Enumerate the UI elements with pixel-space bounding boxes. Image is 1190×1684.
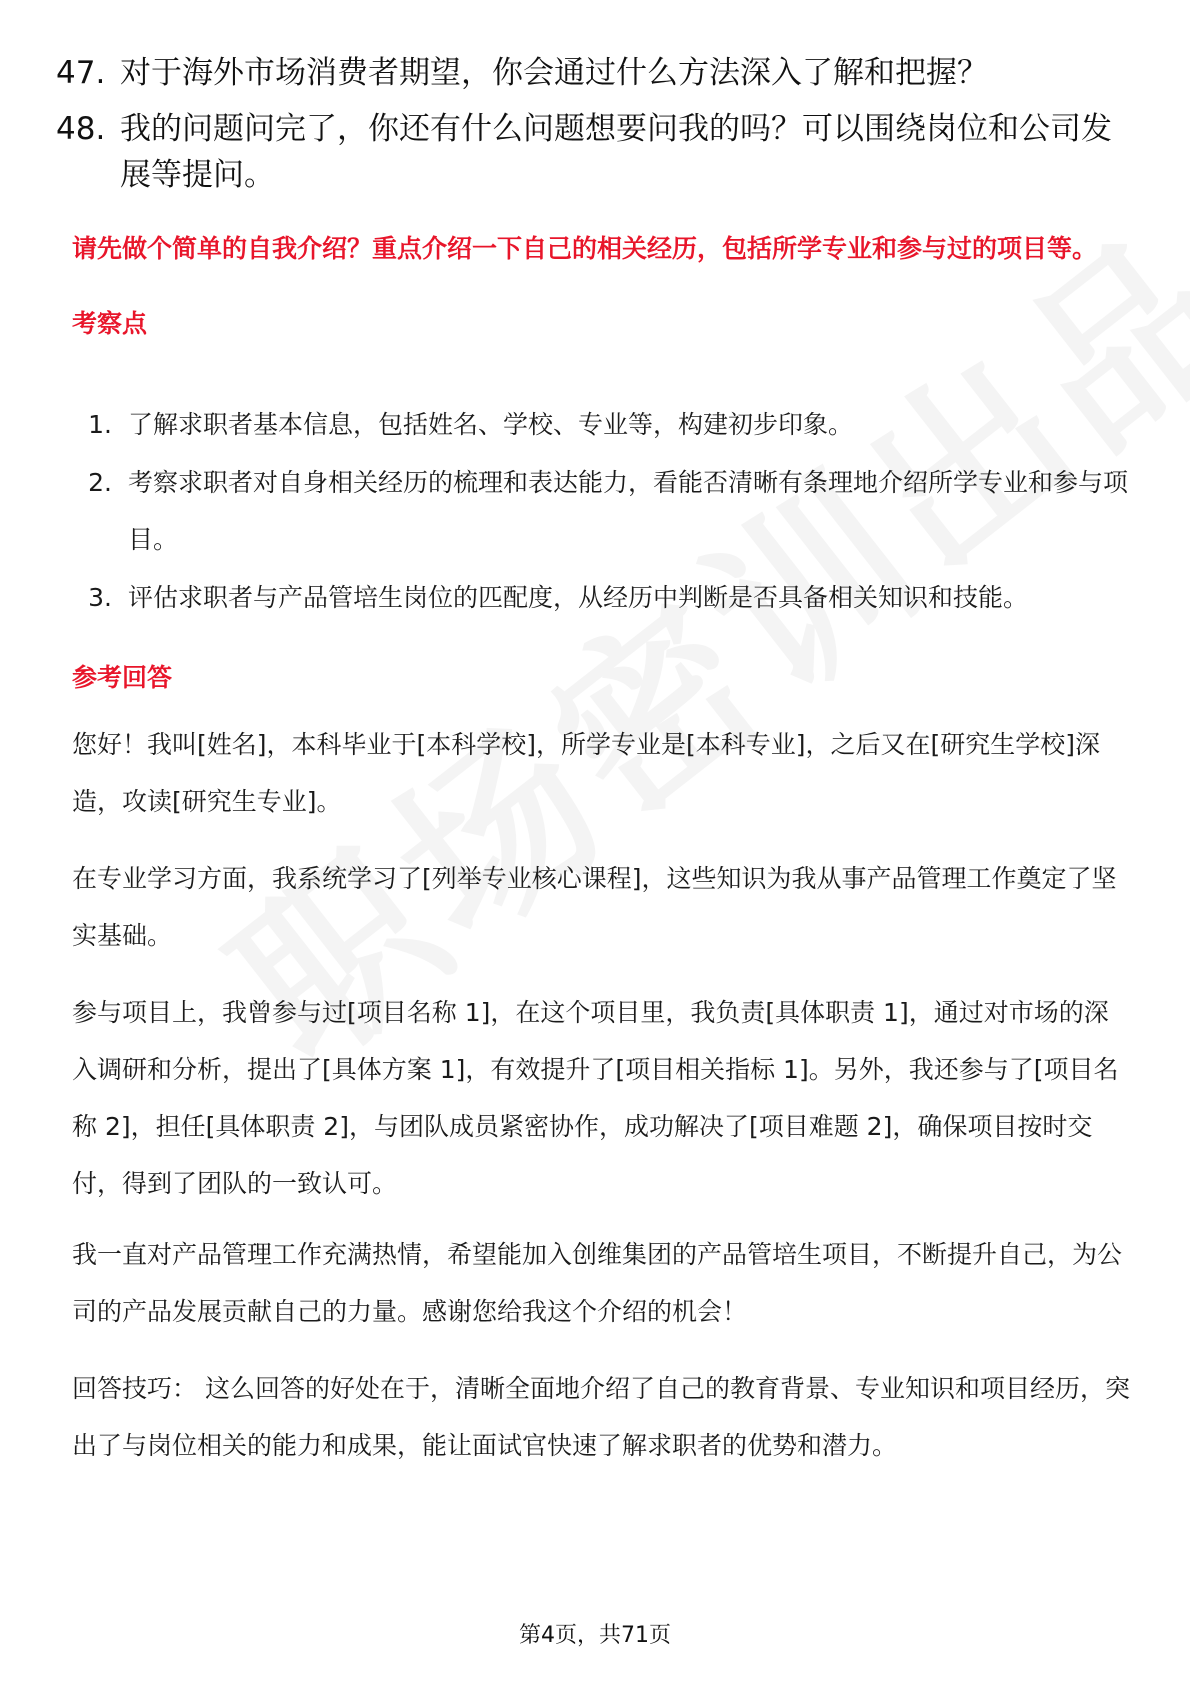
exam-points-heading: 考察点 <box>72 309 148 338</box>
answer-tip-paragraph: 回答技巧： 这么回答的好处在于，清晰全面地介绍了自己的教育背景、专业知识和项目经历，突出了与岗位相关的能力和成果，能让面试官快速了解求职者的优势和潜力。 <box>72 1374 1130 1460</box>
exam-point-text: 考察求职者对自身相关经历的梳理和表达能力，看能否清晰有条理地介绍所学专业和参与项目。 <box>128 468 1129 554</box>
interview-question-title: 请先做个简单的自我介绍？重点介绍一下自己的相关经历，包括所学专业和参与过的项目等。 <box>72 234 1098 263</box>
reference-answer-heading: 参考回答 <box>72 663 173 692</box>
answer-paragraph: 您好！我叫[姓名]，本科毕业于[本科学校]，所学专业是[本科专业]，之后又在[研究生学校]深造，攻读[研究生专业]。 <box>72 730 1101 816</box>
question-text: 我的问题问完了，你还有什么问题想要问我的吗？可以围绕岗位和公司发展等提问。 <box>120 111 1112 193</box>
exam-point-text: 了解求职者基本信息，包括姓名、学校、专业等，构建初步印象。 <box>128 410 854 439</box>
exam-point-item <box>72 396 1132 453</box>
exam-point-number: 2. <box>88 468 112 497</box>
question-list <box>56 50 1136 208</box>
exam-points-list <box>72 396 1132 627</box>
exam-point-item <box>72 454 1132 568</box>
answer-paragraph: 参与项目上，我曾参与过[项目名称 1]，在这个项目里，我负责[具体职责 1]，通过对市场的深入调研和分析，提出了[具体方案 1]，有效提升了[项目相关指标 1]。另外，我还参与了[项目名称 2]，担任[具体职责 2]，与团队成员紧密协作，成功解决了[项目难题 2]，确保项目按时交付，得到了团队的一致认可。 <box>72 998 1119 1198</box>
exam-point-number: 1. <box>88 410 112 439</box>
exam-point-item <box>72 569 1132 626</box>
exam-point-number: 3. <box>88 583 112 612</box>
question-text: 对于海外市场消费者期望，你会通过什么方法深入了解和把握？ <box>120 55 988 91</box>
page-number: 第4页，共71页 <box>519 1623 671 1648</box>
question-number: 48. <box>56 111 106 147</box>
question-number: 47. <box>56 55 106 91</box>
answer-paragraph: 在专业学习方面，我系统学习了[列举专业核心课程]，这些知识为我从事产品管理工作奠定了坚实基础。 <box>72 864 1117 950</box>
answer-paragraph: 我一直对产品管理工作充满热情，希望能加入创维集团的产品管培生项目，不断提升自己，为公司的产品发展贡献自己的力量。感谢您给我这个介绍的机会！ <box>72 1240 1123 1326</box>
question-item <box>56 106 1136 198</box>
exam-point-text: 评估求职者与产品管培生岗位的匹配度，从经历中判断是否具备相关知识和技能。 <box>128 583 1029 612</box>
question-item <box>56 50 1136 96</box>
